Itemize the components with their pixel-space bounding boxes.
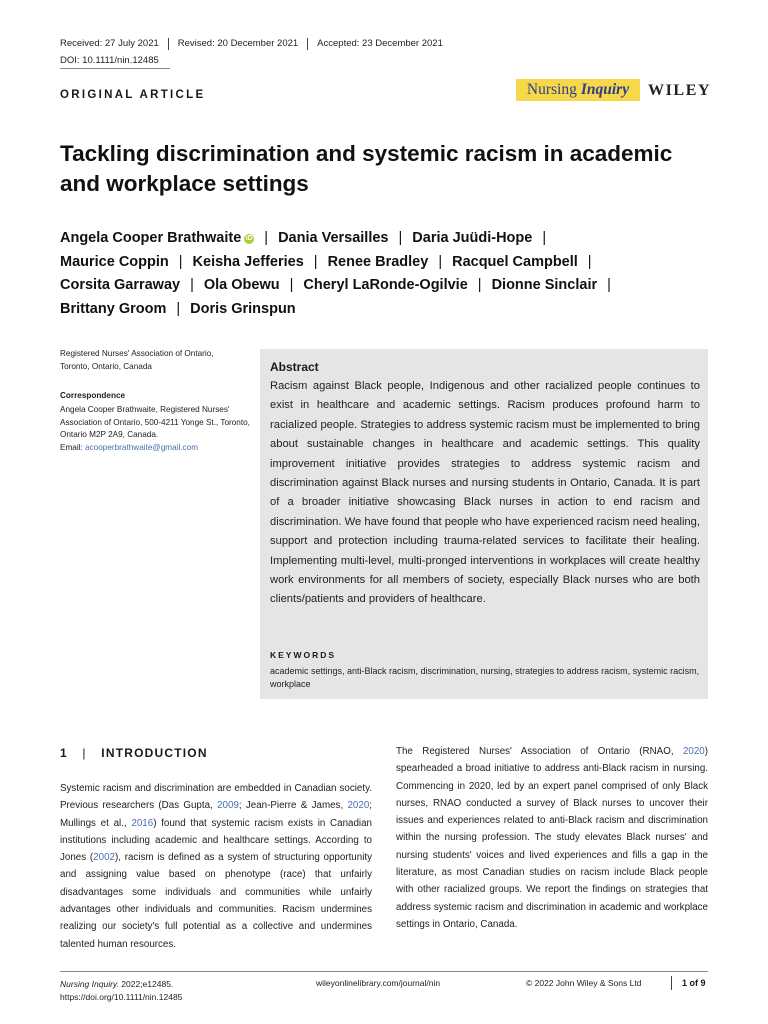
body-text: ) spearheaded a broad initiative to address anti-Black racism in nursing. Commencing in 2020, led by an expert panel comprised of only Black nurses, RNAO conducted a survey of Black nurses to uncover their issues and experiences related to anti-Black racism and discrimination within the nursing profession. The study elevates Black nurses' and nursing students' voices and lived experiences and fills a gap in the literature, as most Canadian studies on racism include Black people with other racialized groups. We report the findings on strategies that address systemic racism and discrimination in academic and workplace settings in Ontario, Canada. — [396, 746, 708, 930]
article-dates — [60, 38, 461, 50]
citation-link[interactable]: 2002 — [93, 852, 115, 864]
footer-divider — [60, 971, 708, 972]
page-number: 1 of 9 — [671, 976, 706, 990]
author-name[interactable]: Angela Cooper Brathwaite — [60, 230, 242, 246]
received-date: Received: 27 July 2021 — [60, 38, 169, 50]
author-name[interactable]: Corsita Garraway — [60, 277, 181, 294]
author-name[interactable]: Renee Bradley — [327, 253, 429, 270]
footer-citation — [60, 978, 182, 1004]
header-divider — [60, 68, 170, 69]
footer-doi-link[interactable]: https://doi.org/10.1111/nin.12485 — [60, 992, 183, 1002]
author-separator: | — [178, 253, 183, 270]
journal-logo[interactable] — [516, 79, 640, 101]
abstract-heading: Abstract — [270, 360, 319, 374]
body-column-right — [396, 743, 708, 933]
author-list — [60, 227, 720, 321]
affiliation: Registered Nurses' Association of Ontario, Toronto, Ontario, Canada — [60, 349, 214, 371]
citation-link[interactable]: 2020 — [347, 800, 370, 812]
correspondence-address: Angela Cooper Brathwaite, Registered Nurses' Association of Ontario, 500-4211 Yonge St., Toronto, Ontario M2P 2A9, Canada. — [60, 405, 250, 439]
section-heading — [60, 746, 208, 760]
author-separator: | — [264, 230, 269, 246]
author-separator: | — [398, 230, 403, 246]
author-name[interactable]: Daria Juüdi-Hope — [412, 230, 533, 246]
section-separator: | — [82, 746, 87, 760]
citation-link[interactable]: 2016 — [131, 817, 154, 829]
author-name[interactable]: Ola Obewu — [203, 277, 280, 294]
article-title: Tackling discrimination and systemic racism in academic and workplace settings — [60, 141, 673, 196]
body-text: ; Jean-Pierre & James, — [238, 800, 348, 812]
doi[interactable]: DOI: 10.1111/nin.12485 — [60, 55, 159, 66]
article-type: ORIGINAL ARTICLE — [60, 89, 206, 101]
correspondence-heading: Correspondence — [60, 391, 126, 400]
author-separator: | — [607, 277, 611, 294]
author-separator: | — [313, 253, 318, 270]
orcid-icon[interactable]: iD — [245, 235, 253, 242]
journal-name-part1: Nursing — [526, 81, 577, 98]
author-name[interactable]: Doris Grinspun — [190, 300, 296, 317]
section-number: 1 — [60, 746, 68, 760]
author-separator: | — [289, 277, 294, 294]
section-title: INTRODUCTION — [101, 746, 208, 760]
email-link[interactable]: acooperbrathwaite@gmail.com — [85, 442, 199, 452]
revised-date: Revised: 20 December 2021 — [178, 38, 308, 50]
journal-name-part2: Inquiry — [580, 81, 630, 98]
author-separator: | — [587, 253, 592, 270]
footer-journal: Nursing Inquiry. — [60, 979, 119, 989]
author-name[interactable]: Racquel Campbell — [452, 253, 578, 270]
body-column-left — [60, 780, 372, 953]
author-name[interactable]: Dania Versailles — [278, 230, 389, 246]
author-separator: | — [542, 230, 547, 246]
author-separator: | — [190, 277, 194, 294]
author-separator: | — [477, 277, 482, 294]
correspondence-details — [60, 404, 250, 454]
citation-link[interactable]: 2020 — [682, 746, 705, 757]
footer-copyright: © 2022 John Wiley & Sons Ltd — [526, 978, 642, 988]
author-separator: | — [438, 253, 443, 270]
body-text: ) found that systemic racism exists in Canadian institutions including academic and healthcare settings. According to Jones ( — [60, 817, 373, 864]
publisher-logo[interactable]: WILEY — [648, 82, 712, 99]
keywords-text: academic settings, anti-Black racism, discrimination, nursing, strategies to address racism, systemic racism, workplace — [270, 666, 700, 689]
author-name[interactable]: Dionne Sinclair — [491, 277, 598, 294]
author-name[interactable]: Cheryl LaRonde-Ogilvie — [303, 277, 468, 294]
citation-link[interactable]: 2009 — [217, 800, 239, 812]
footer-website-link[interactable]: wileyonlinelibrary.com/journal/nin — [316, 978, 441, 988]
body-text: The Registered Nurses' Association of Ontario (RNAO, — [396, 746, 683, 757]
author-name[interactable]: Maurice Coppin — [60, 253, 169, 270]
email-label: Email: — [60, 442, 83, 452]
body-text: ), racism is defined as a system of structuring opportunity and assigning value based on phenotype (race) that unfairly disadvantages some individuals and communities while unfairly advantages other individuals and communities. Racism undermines realizing our society's full potential as a collective and undermines talented human resources. — [60, 852, 372, 950]
body-text: Systemic racism and discrimination are embedded in Canadian society. Previous researchers (Das Gupta, — [60, 783, 372, 812]
keywords-heading: KEYWORDS — [270, 650, 337, 660]
accepted-date: Accepted: 23 December 2021 — [317, 38, 443, 49]
abstract-text: Racism against Black people, Indigenous and other racialized people continues to exist in healthcare and academic settings. Racism produces profound harm to racialized people. Strategies to address systemic racism must be implemented to bring about sustainable changes in healthcare and academic settings. This quality improvement initiative provides strategies to address systemic racism and discrimination against Black nurses and nursing students in Ontario, Canada. It is part of a broader initiative showcasing Black nurses in action to end racism and discrimination. We have found that people who have experienced racism need healing, support and protection including trauma-related services to facilitate their healing. Implementing multi-level, multi-pronged interventions in workplaces will create healthy work environments for all members of society, especially Black nurses who are both clients/patients and providers of healthcare. — [270, 380, 700, 606]
author-name[interactable]: Brittany Groom — [60, 300, 167, 317]
author-separator: | — [176, 300, 181, 317]
body-text: ; Mullings et al., — [60, 800, 372, 829]
author-name[interactable]: Keisha Jefferies — [192, 253, 304, 270]
footer-volume: 2022;e12485. — [121, 979, 174, 989]
